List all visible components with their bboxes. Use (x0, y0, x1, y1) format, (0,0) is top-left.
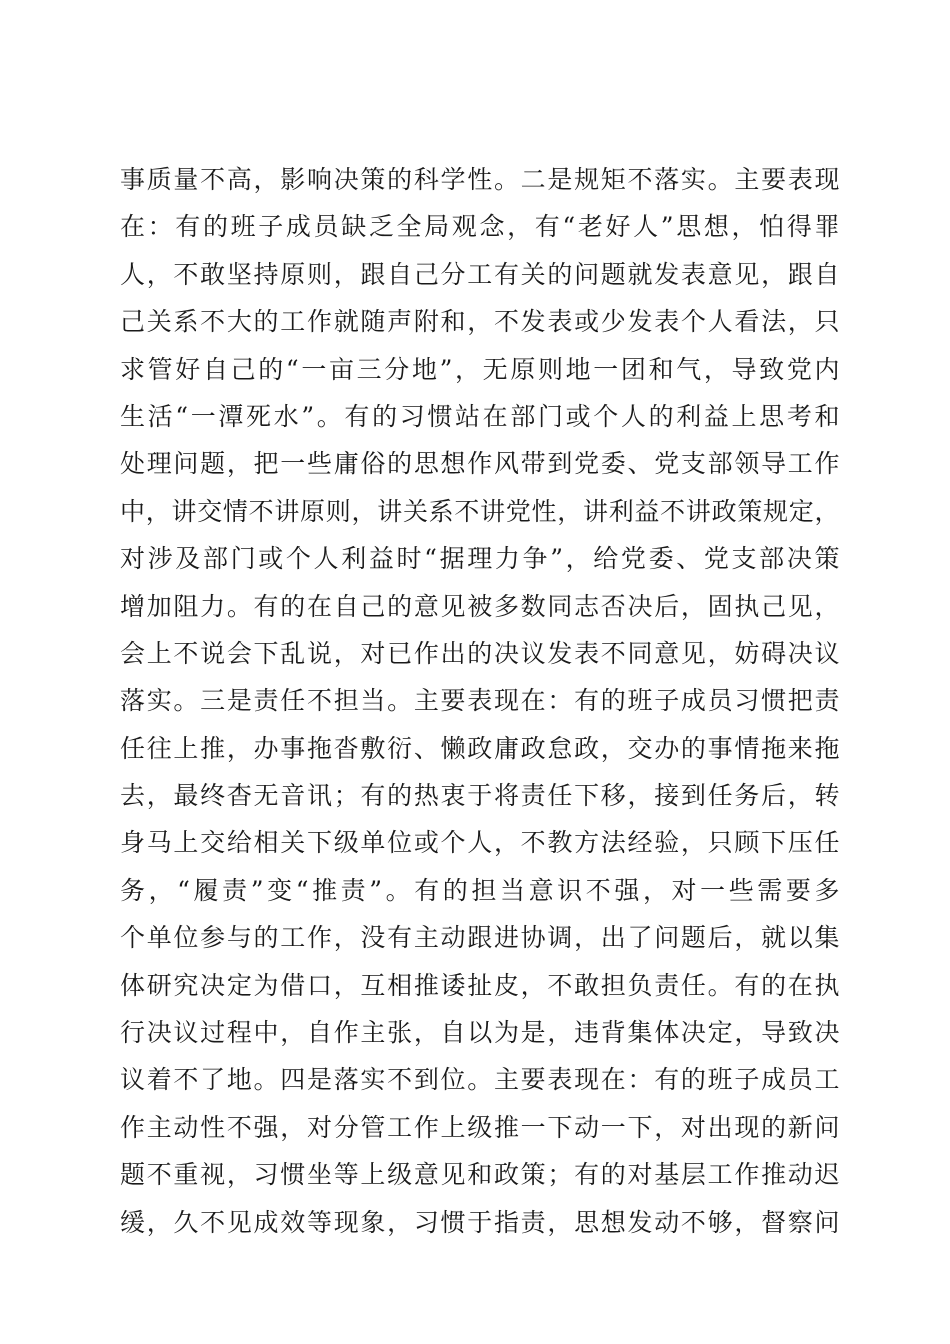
text-line: 身马上交给相关下级单位或个人，不教方法经验，只顾下压任 (120, 828, 840, 858)
text-line: 作主动性不强，对分管工作上级推一下动一下，对出现的新问 (120, 1112, 840, 1142)
text-line: 题不重视，习惯坐等上级意见和政策；有的对基层工作推动迟 (120, 1160, 840, 1190)
text-line: 体研究决定为借口，互相推诿扯皮，不敢担负责任。有的在执 (120, 970, 840, 1000)
text-line: 人，不敢坚持原则，跟自己分工有关的问题就发表意见，跟自 (120, 259, 840, 289)
text-line: 个单位参与的工作，没有主动跟进协调，出了问题后，就以集 (120, 923, 840, 953)
text-line: 事质量不高，影响决策的科学性。二是规矩不落实。主要表现 (120, 165, 840, 194)
text-line: 增加阻力。有的在自己的意见被多数同志否决后，固执己见， (120, 591, 840, 621)
text-line: 求管好自己的“一亩三分地”，无原则地一团和气，导致党内 (120, 354, 840, 384)
text-line: 己关系不大的工作就随声附和，不发表或少发表个人看法，只 (120, 307, 840, 337)
text-line: 议着不了地。四是落实不到位。主要表现在：有的班子成员工 (120, 1065, 840, 1095)
text-line: 中，讲交情不讲原则，讲关系不讲党性，讲利益不讲政策规定， (120, 496, 840, 526)
body-text (120, 156, 840, 1246)
text-line: 务，“履责”变“推责”。有的担当意识不强，对一些需要多 (120, 875, 840, 905)
text-line: 对涉及部门或个人利益时“据理力争”，给党委、党支部决策 (120, 544, 840, 574)
text-line: 去，最终杳无音讯；有的热衷于将责任下移，接到任务后，转 (120, 781, 840, 811)
text-line: 任往上推，办事拖沓敷衍、懒政庸政怠政，交办的事情拖来拖 (120, 733, 840, 763)
text-line: 在：有的班子成员缺乏全局观念，有“老好人”思想，怕得罪 (120, 212, 840, 242)
text-line: 会上不说会下乱说，对已作出的决议发表不同意见，妨碍决议 (120, 638, 840, 668)
text-line: 生活“一潭死水”。有的习惯站在部门或个人的利益上思考和 (120, 401, 840, 431)
text-line: 缓，久不见成效等现象，习惯于指责，思想发动不够，督察问 (120, 1207, 840, 1237)
text-line: 处理问题，把一些庸俗的思想作风带到党委、党支部领导工作 (120, 449, 840, 479)
text-line: 行决议过程中，自作主张，自以为是，违背集体决定，导致决 (120, 1018, 840, 1048)
text-line: 落实。三是责任不担当。主要表现在：有的班子成员习惯把责 (120, 686, 840, 716)
